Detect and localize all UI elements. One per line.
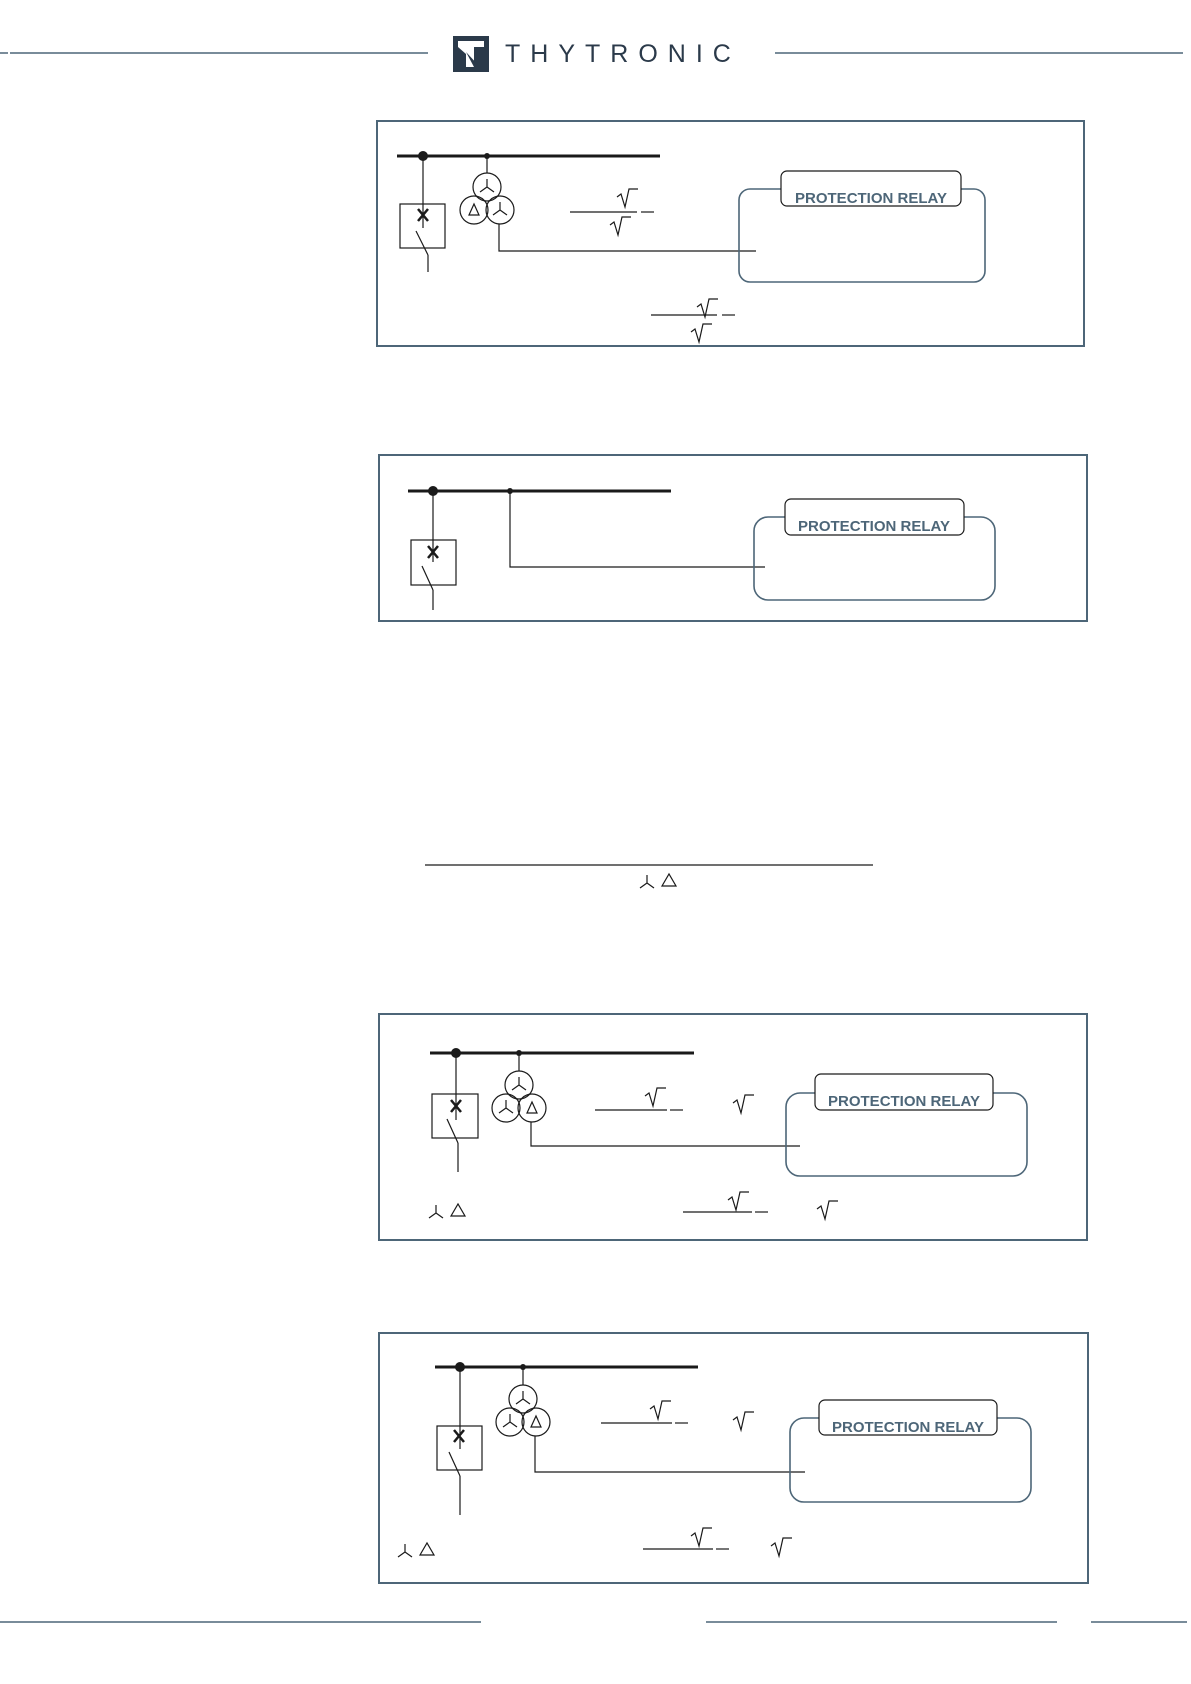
circuit-breaker-icon <box>411 491 456 610</box>
vt-connection-formula <box>425 865 873 888</box>
ratio-fraction <box>570 189 654 235</box>
ratio-fraction <box>643 1528 729 1549</box>
ratio-fraction <box>651 299 735 342</box>
circuit-breaker-icon <box>400 156 445 272</box>
voltage-transformer-icon <box>496 1367 550 1436</box>
diagram-4 <box>379 1333 1088 1583</box>
wye-icon <box>429 1205 443 1218</box>
voltage-transformer-icon <box>460 156 514 224</box>
delta-icon <box>420 1543 434 1555</box>
wye-icon <box>640 875 654 888</box>
diagram-frame <box>379 455 1087 621</box>
thytronic-logo-icon <box>453 36 489 72</box>
relay-label: PROTECTION RELAY <box>832 1419 984 1436</box>
diagram-1 <box>377 121 1084 346</box>
diagram-2 <box>379 455 1087 621</box>
ratio-fraction <box>683 1192 768 1212</box>
relay-wire <box>535 1436 805 1472</box>
wye-icon <box>398 1544 412 1557</box>
circuit-breaker-icon <box>437 1367 482 1515</box>
sqrt-icon <box>733 1412 754 1430</box>
sqrt-icon <box>733 1095 754 1113</box>
page-header <box>0 36 1183 72</box>
circuit-breaker-icon <box>432 1053 478 1172</box>
diagram-frame <box>379 1333 1088 1583</box>
ratio-fraction <box>595 1088 683 1110</box>
diagram-3 <box>379 1014 1087 1240</box>
brand-name: THYTRONIC <box>505 40 741 68</box>
voltage-transformer-icon <box>492 1053 546 1122</box>
ratio-fraction <box>601 1401 688 1423</box>
relay-label: PROTECTION RELAY <box>798 518 950 535</box>
diagram-frame <box>379 1014 1087 1240</box>
sqrt-icon <box>771 1538 792 1556</box>
relay-label: PROTECTION RELAY <box>828 1093 980 1110</box>
relay-wire <box>499 224 756 251</box>
relay-wire <box>531 1122 800 1146</box>
sqrt-icon <box>817 1201 838 1219</box>
delta-icon <box>451 1204 465 1216</box>
relay-label: PROTECTION RELAY <box>795 190 947 207</box>
delta-icon <box>662 874 676 886</box>
relay-wire <box>510 491 765 567</box>
